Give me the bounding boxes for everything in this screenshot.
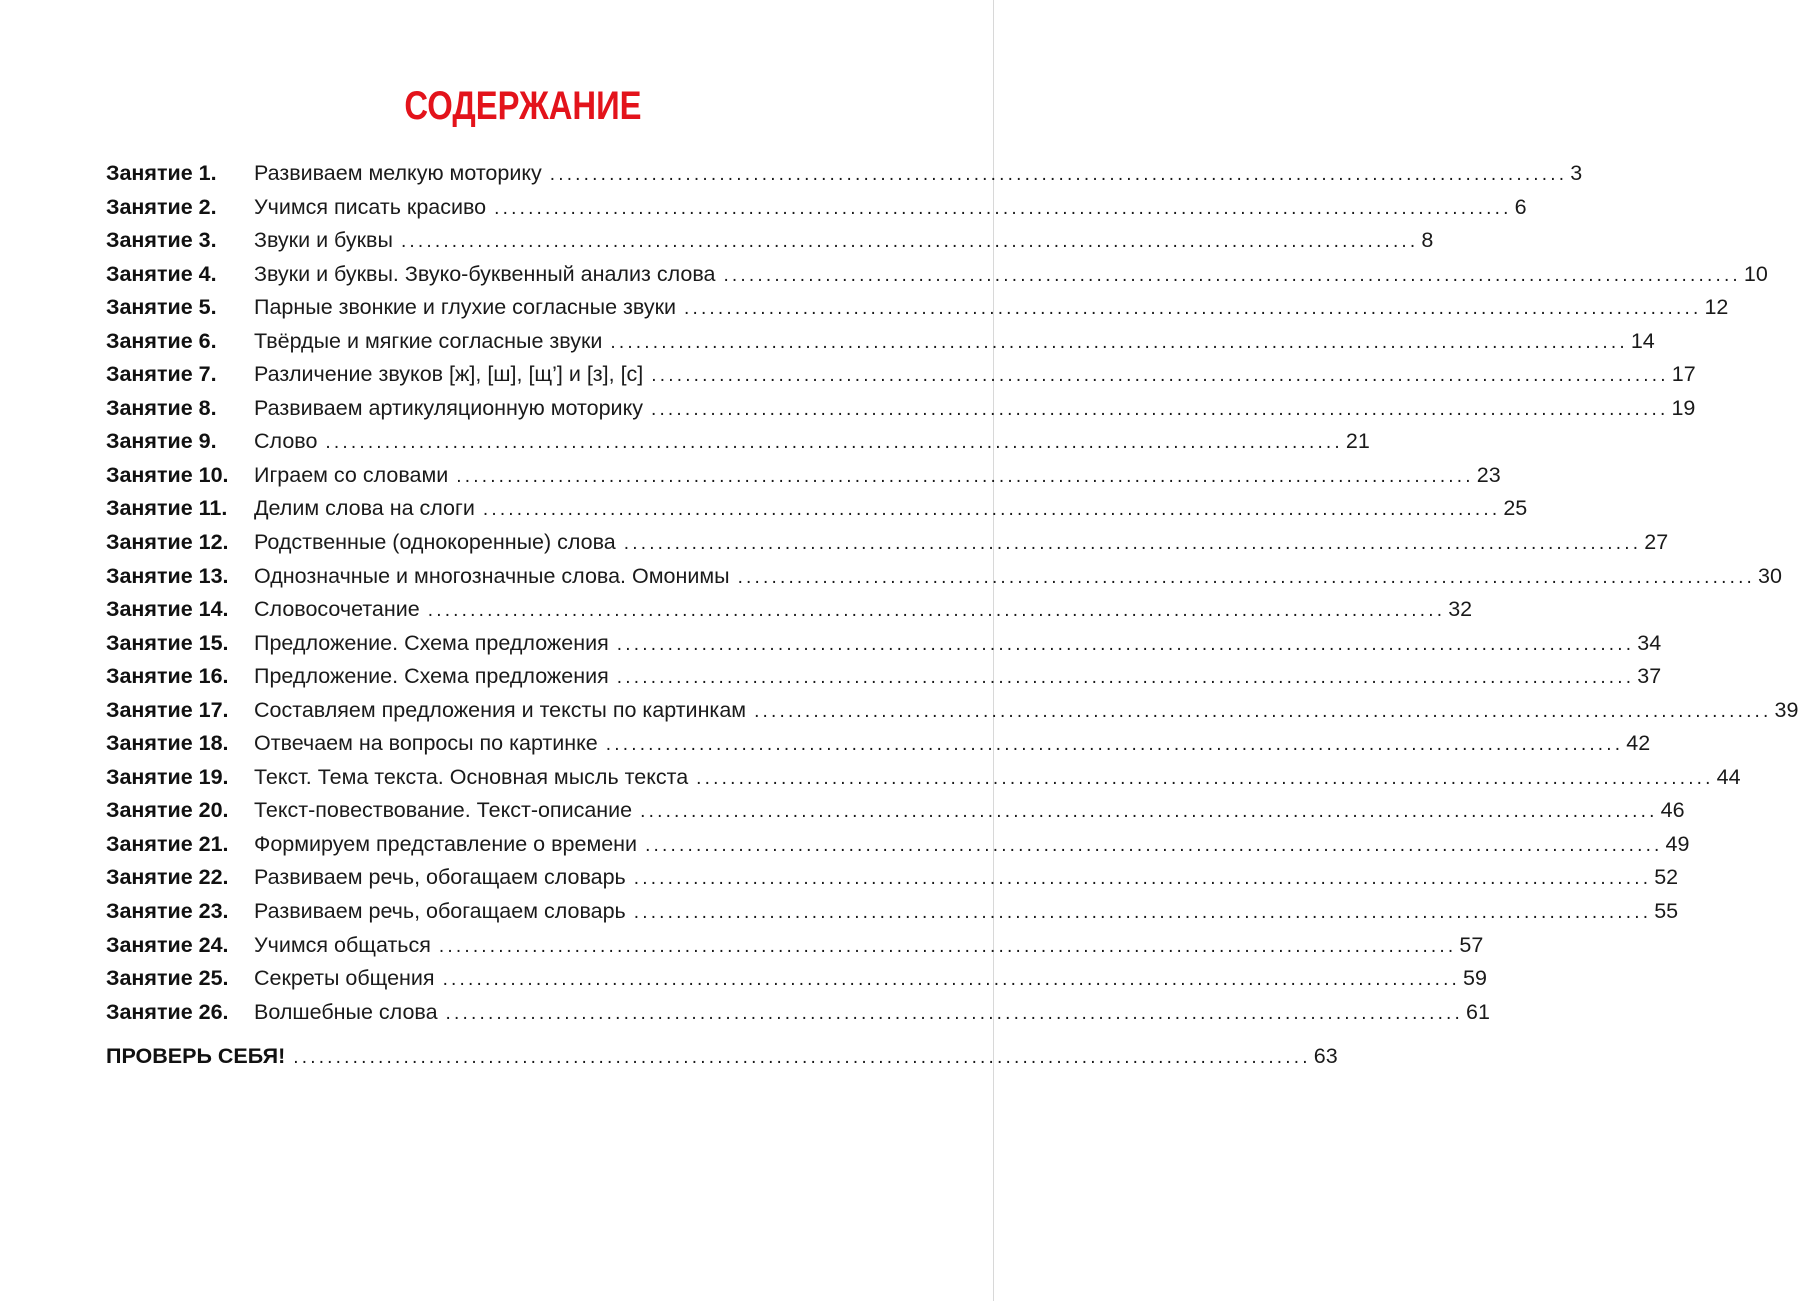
toc-entry[interactable]	[106, 597, 1473, 631]
lesson-label: Занятие 4.	[106, 261, 217, 286]
lesson-title: Развиваем мелкую моторику	[254, 161, 542, 185]
toc-entry[interactable]	[106, 932, 1484, 967]
lesson-label: Занятие 21.	[106, 831, 229, 856]
lesson-page-number: 37	[1637, 664, 1662, 689]
toc-entry[interactable]	[106, 362, 1696, 396]
leader-dots: ........................................................................................................................	[737, 566, 1756, 588]
lesson-title: Предложение. Схема предложения	[254, 630, 609, 655]
leader-dots: ........................................................................................................................	[494, 197, 1512, 219]
lesson-page-number: 49	[1665, 831, 1690, 856]
toc-entry[interactable]	[106, 194, 1527, 229]
lesson-page-number: 32	[1448, 597, 1473, 622]
toc-entry[interactable]	[106, 664, 1662, 698]
leader-dots: ........................................................................................................................	[442, 969, 1461, 991]
toc-entry[interactable]	[106, 462, 1501, 497]
leader-dots: ........................................................................................................................	[651, 365, 1669, 387]
lesson-title: Различение звуков [ж], [ш], [щ’] и [з], [с]	[254, 362, 644, 387]
lesson-label: Занятие 12.	[106, 530, 229, 555]
leader-dots: ........................................................................................................................	[445, 1002, 1464, 1024]
lesson-title: Предложение. Схема предложения	[254, 664, 609, 689]
toc-entry[interactable]	[106, 630, 1662, 665]
lesson-page-number: 17	[1671, 362, 1696, 387]
lesson-page-number: 19	[1671, 395, 1696, 420]
lesson-label: Занятие 22.	[106, 865, 229, 890]
self-check-page: 63	[1313, 1044, 1338, 1068]
table-of-contents	[106, 161, 1798, 1033]
leader-dots: ........................................................................................................................	[616, 633, 1635, 655]
lesson-title: Твёрдые и мягкие согласные звуки	[254, 328, 603, 353]
leader-dots: ........................................................................................................................	[438, 935, 1457, 957]
lesson-label: Занятие 23.	[106, 899, 229, 924]
toc-entry[interactable]	[106, 228, 1434, 262]
leader-dots: ........................................................................................................................	[640, 801, 1658, 823]
toc-entry[interactable]	[106, 328, 1655, 363]
lesson-title: Родственные (однокоренные) слова	[254, 530, 616, 555]
lesson-page-number: 57	[1459, 932, 1484, 957]
leader-dots: ........................................................................................................................	[456, 465, 1474, 487]
self-check-entry[interactable]	[106, 1044, 1338, 1078]
lesson-title: Звуки и буквы. Звуко-буквенный анализ слова	[254, 261, 716, 286]
leader-dots: ........................................................................................................................	[482, 499, 1501, 521]
lesson-label: Занятие 20.	[106, 798, 229, 823]
lesson-label: Занятие 19.	[106, 764, 229, 789]
leader-dots: ........................................................................................................................	[623, 533, 1642, 555]
lesson-label: Занятие 5.	[106, 295, 217, 320]
leader-dots: ........................................................................................................................	[616, 667, 1635, 689]
leader-dots: ........................................................................................................................	[427, 600, 1446, 622]
lesson-page-number: 21	[1345, 429, 1370, 454]
lesson-label: Занятие 7.	[106, 362, 217, 387]
leader-dots: ........................................................................................................................	[645, 834, 1663, 856]
lesson-title: Отвечаем на вопросы по картинке	[254, 731, 598, 756]
toc-entry[interactable]	[106, 429, 1370, 463]
lesson-label: Занятие 26.	[106, 999, 229, 1024]
lesson-page-number: 52	[1654, 865, 1679, 890]
lesson-page-number: 39	[1774, 697, 1798, 722]
toc-entry[interactable]	[106, 161, 1583, 195]
lesson-label: Занятие 9.	[106, 429, 217, 454]
leader-dots: ........................................................................................................................	[754, 700, 1772, 722]
leader-dots: ........................................................................................................................	[723, 264, 1741, 286]
toc-entry[interactable]	[106, 899, 1679, 933]
lesson-page-number: 3	[1570, 161, 1583, 185]
toc-entry[interactable]	[106, 261, 1768, 296]
lesson-page-number: 12	[1704, 295, 1729, 320]
toc-entry[interactable]	[106, 798, 1685, 832]
leader-dots: ........................................................................................................................	[633, 902, 1652, 924]
lesson-page-number: 10	[1743, 261, 1768, 286]
lesson-page-number: 30	[1758, 563, 1782, 588]
lesson-page-number: 23	[1476, 462, 1501, 487]
lesson-label: Занятие 13.	[106, 563, 229, 588]
toc-entry[interactable]	[106, 999, 1490, 1034]
lesson-title: Слово	[254, 429, 318, 454]
toc-entry[interactable]	[106, 496, 1528, 530]
lesson-title: Парные звонкие и глухие согласные звуки	[254, 295, 676, 320]
lesson-title: Волшебные слова	[254, 999, 438, 1024]
lesson-label: Занятие 17.	[106, 697, 229, 722]
toc-entry[interactable]	[106, 731, 1651, 765]
lesson-label: Занятие 14.	[106, 597, 229, 622]
lesson-page-number: 25	[1503, 496, 1528, 521]
toc-entry[interactable]	[106, 563, 1782, 598]
lesson-title: Играем со словами	[254, 462, 449, 487]
toc-entry[interactable]	[106, 295, 1729, 329]
leader-dots: ........................................................................................................................	[325, 432, 1343, 454]
lesson-label: Занятие 24.	[106, 932, 229, 957]
lesson-page-number: 61	[1466, 999, 1490, 1024]
lesson-title: Учимся писать красиво	[254, 194, 487, 219]
leader-dots: ........................................................................................................................	[400, 231, 1419, 253]
lesson-label: Занятие 15.	[106, 630, 229, 655]
lesson-page-number: 44	[1716, 764, 1741, 789]
lesson-title: Текст-повествование. Текст-описание	[254, 798, 633, 823]
leader-dots: ........................................................................................................................	[293, 1047, 1311, 1068]
toc-entry[interactable]	[106, 697, 1798, 732]
lesson-label: Занятие 3.	[106, 228, 217, 253]
lesson-label: Занятие 2.	[106, 194, 217, 219]
toc-entry[interactable]	[106, 831, 1690, 866]
lesson-page-number: 27	[1644, 530, 1669, 555]
lesson-title: Однозначные и многозначные слова. Омонимы	[254, 563, 730, 588]
toc-entry[interactable]	[106, 395, 1696, 430]
leader-dots: ........................................................................................................................	[605, 734, 1624, 756]
toc-entry[interactable]	[106, 865, 1679, 899]
lesson-page-number: 34	[1637, 630, 1662, 655]
lesson-title: Развиваем артикуляционную моторику	[254, 395, 643, 420]
toc-entry[interactable]	[106, 764, 1741, 799]
lesson-title: Развиваем речь, обогащаем словарь	[254, 899, 626, 924]
self-check-label: ПРОВЕРЬ СЕБЯ!	[106, 1044, 286, 1068]
leader-dots: ........................................................................................................................	[683, 298, 1702, 320]
lesson-label: Занятие 18.	[106, 731, 229, 756]
lesson-page-number: 6	[1514, 194, 1527, 219]
lesson-page-number: 14	[1630, 328, 1655, 353]
lesson-label: Занятие 25.	[106, 966, 229, 991]
lesson-title: Развиваем речь, обогащаем словарь	[254, 865, 626, 890]
lesson-title: Секреты общения	[254, 966, 435, 991]
lesson-title: Словосочетание	[254, 597, 420, 622]
leader-dots: ........................................................................................................................	[650, 398, 1669, 420]
lesson-title: Звуки и буквы	[254, 228, 393, 253]
leader-dots: ........................................................................................................................	[633, 868, 1652, 890]
leader-dots: ........................................................................................................................	[696, 767, 1714, 789]
lesson-page-number: 8	[1421, 228, 1434, 253]
lesson-page-number: 42	[1626, 731, 1651, 756]
lesson-label: Занятие 16.	[106, 664, 229, 689]
lesson-label: Занятие 11.	[106, 496, 228, 521]
lesson-page-number: 46	[1660, 798, 1685, 823]
page-title: СОДЕРЖАНИЕ	[404, 84, 642, 128]
leader-dots: ........................................................................................................................	[549, 164, 1568, 185]
lesson-label: Занятие 1.	[106, 161, 217, 185]
lesson-label: Занятие 6.	[106, 328, 217, 353]
lesson-page-number: 59	[1463, 966, 1487, 991]
lesson-title: Учимся общаться	[254, 932, 431, 957]
lesson-title: Составляем предложения и тексты по картинкам	[254, 697, 747, 722]
lesson-title: Текст. Тема текста. Основная мысль текста	[254, 764, 689, 789]
lesson-title: Делим слова на слоги	[254, 496, 475, 521]
toc-entry[interactable]	[106, 530, 1669, 564]
toc-entry[interactable]	[106, 966, 1487, 1000]
lesson-title: Формируем представление о времени	[254, 831, 638, 856]
leader-dots: ........................................................................................................................	[610, 331, 1628, 353]
lesson-page-number: 55	[1654, 899, 1679, 924]
lesson-label: Занятие 8.	[106, 395, 217, 420]
lesson-label: Занятие 10.	[106, 462, 229, 487]
